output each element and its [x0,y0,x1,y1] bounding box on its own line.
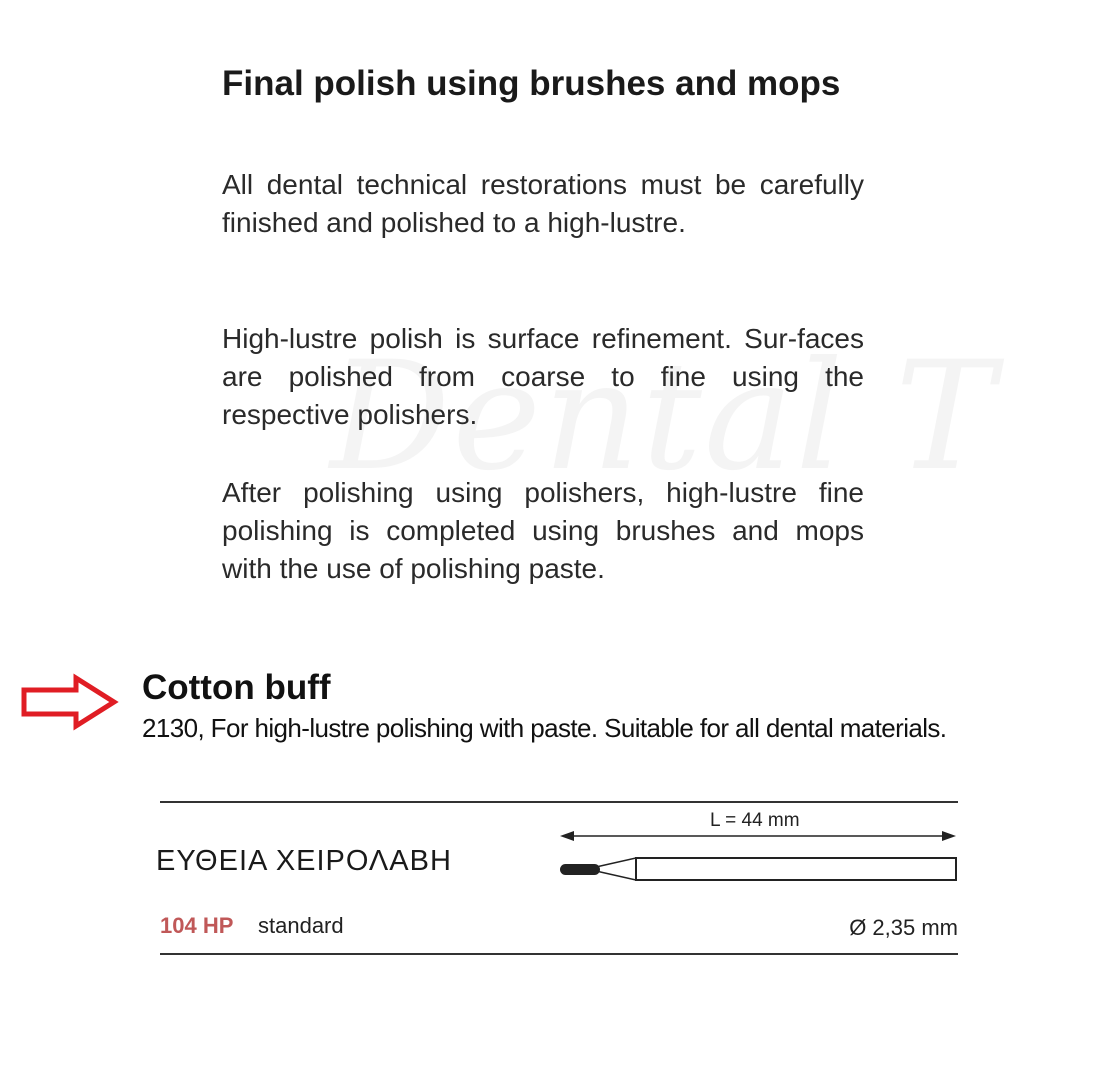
right-arrow-icon [20,672,120,732]
bur-shank-icon [556,826,966,886]
paragraph-3: After polishing using polishers, high-lustre fine polishing is completed using brushes and mops with the use of polishing paste. [222,477,864,584]
section-title: Final polish using brushes and mops [222,64,841,103]
divider-bottom [160,953,958,955]
paragraph-1: All dental technical restorations must be carefully finished and polished to a high-lustre. [222,169,864,238]
divider-top [160,801,958,803]
length-label: L = 44 mm [710,810,800,831]
handpiece-type: ΕΥΘΕΙΑ ΧΕΙΡΟΛΑΒΗ [156,845,452,877]
product-description: 2130, For high-lustre polishing with paste. Suitable for all dental materials. [142,713,947,743]
paragraph-2: High-lustre polish is surface refinement. Sur-faces are polished from coarse to fine using the respective polishers. [222,323,864,430]
diameter-label: Ø 2,35 mm [849,915,958,940]
product-title: Cotton buff [142,668,331,707]
product-code: 104 HP [160,913,234,938]
variant-label: standard [258,913,344,938]
